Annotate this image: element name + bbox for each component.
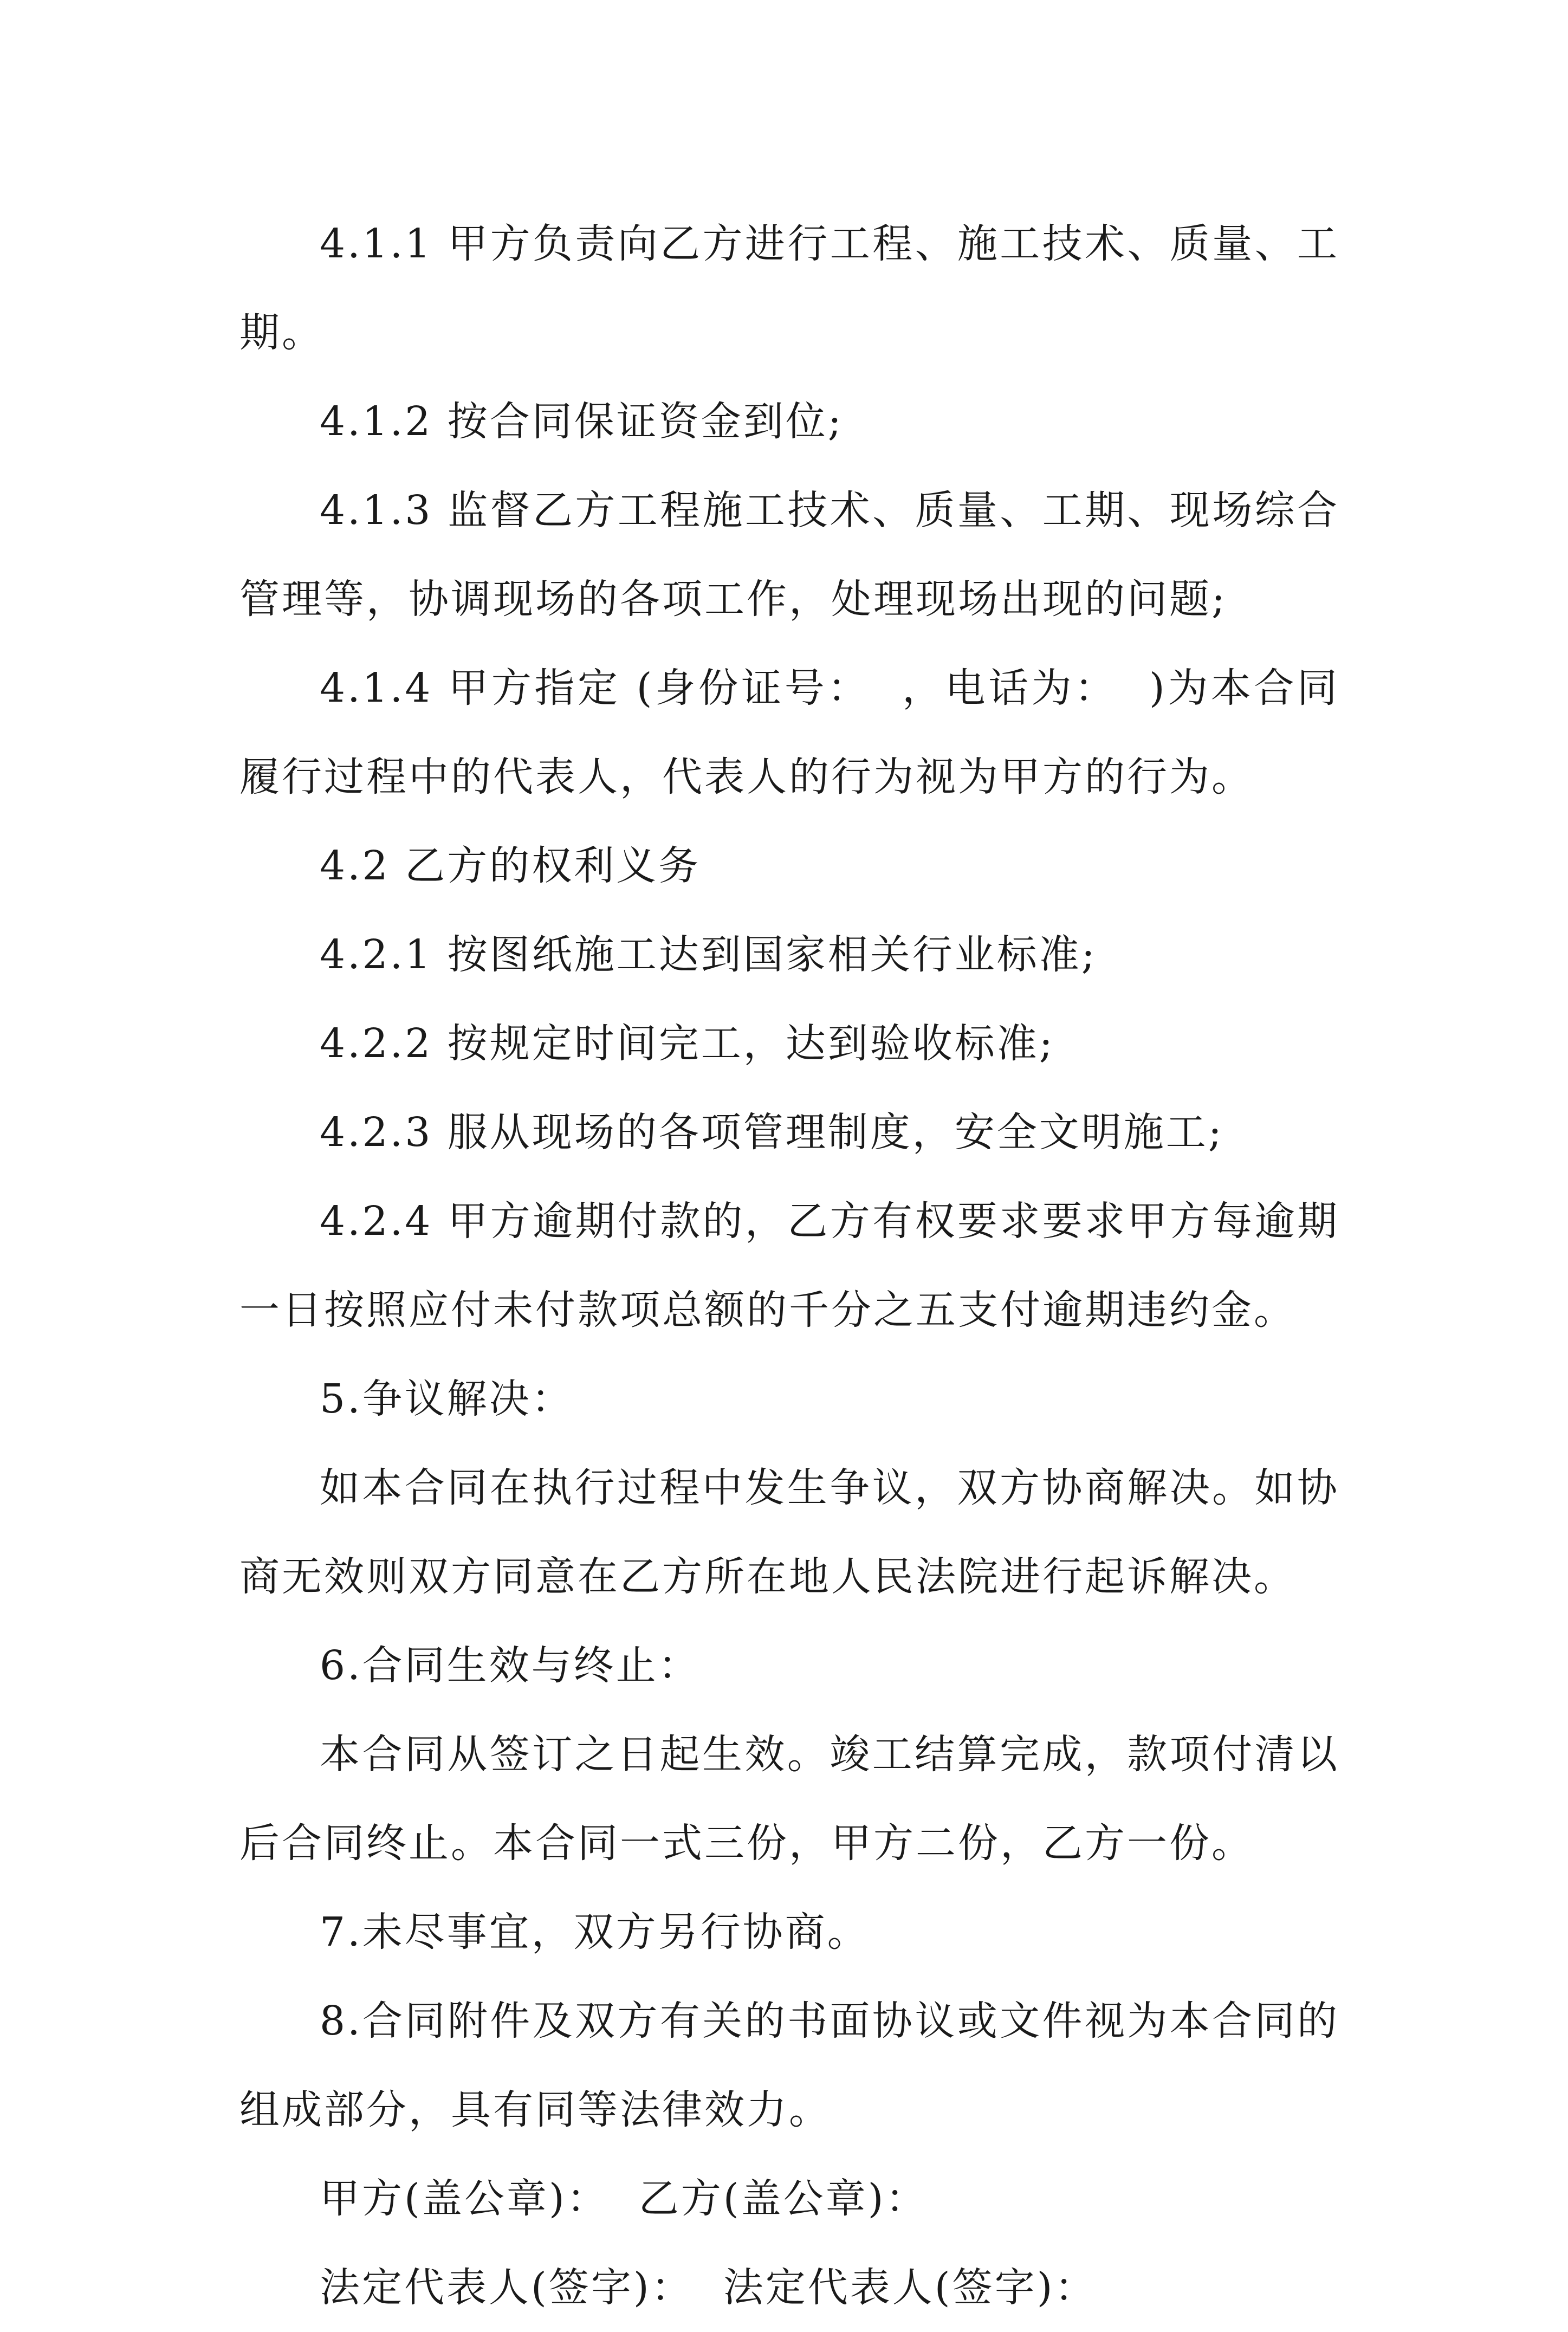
paragraph: 4.2.3 服从现场的各项管理制度，安全文明施工;: [320, 1109, 1224, 1156]
section-heading: 6.合同生效与终止：: [320, 1642, 701, 1689]
paragraph: 本合同从签订之日起生效。竣工结算完成，款项付清以后合同终止。本合同一式三份，甲方二份，乙方一份。: [239, 1731, 1339, 1867]
paragraph: 7.未尽事宜，双方另行协商。: [320, 1909, 870, 1955]
section-heading: 5.争议解决：: [320, 1376, 574, 1422]
paragraph: 4.2.1 按图纸施工达到国家相关行业标准;: [320, 931, 1097, 978]
paragraph: 如本合同在执行过程中发生争议，双方协商解决。如协商无效则双方同意在乙方所在地人民法院进行起诉解决。: [239, 1465, 1339, 1600]
section-heading: 4.2 乙方的权利义务: [320, 843, 701, 889]
paragraph: 4.1.1 甲方负责向乙方进行工程、施工技术、质量、工期。: [239, 221, 1339, 356]
document-body: [239, 199, 1339, 2332]
paragraph: 4.2.4 甲方逾期付款的，乙方有权要求要求甲方每逾期一日按照应付未付款项总额的千分之五支付逾期违约金。: [239, 1198, 1339, 1333]
paragraph: 4.1.3 监督乙方工程施工技术、质量、工期、现场综合管理等，协调现场的各项工作，处理现场出现的问题;: [239, 487, 1339, 623]
paragraph: 4.1.2 按合同保证资金到位;: [320, 398, 844, 445]
signature-line-seal: 甲方(盖公章)： 乙方(盖公章)：: [320, 2175, 928, 2222]
paragraph: 4.2.2 按规定时间完工，达到验收标准;: [320, 1020, 1055, 1067]
signature-line-representative: 法定代表人(签字)： 法定代表人(签字)：: [320, 2264, 1097, 2311]
paragraph: 8.合同附件及双方有关的书面协议或文件视为本合同的组成部分，具有同等法律效力。: [239, 1998, 1339, 2133]
paragraph: 4.1.4 甲方指定 (身份证号： ，电话为： )为本合同履行过程中的代表人，代表人的行为视为甲方的行为。: [239, 665, 1339, 800]
